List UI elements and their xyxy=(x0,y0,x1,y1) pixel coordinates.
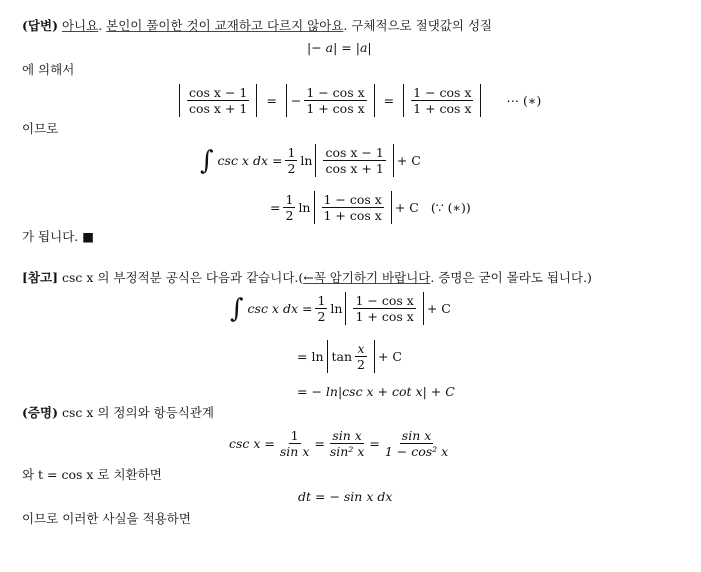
formula-line-2 xyxy=(297,340,402,373)
denominator: cos x + 1 xyxy=(189,101,248,116)
by-text: 에 의해서 xyxy=(22,62,75,77)
answer-no: 아니요 xyxy=(61,18,99,33)
answer-underlined-statement: 본인이 풀이한 것이 교재하고 다르지 않아요 xyxy=(106,18,344,33)
fraction xyxy=(278,428,312,459)
denominator: 1 − cos² x xyxy=(384,444,449,459)
denominator: cos x + 1 xyxy=(325,161,384,176)
integral-line-2: = $\frac{1}{2}$ ln $\frac{\text{1 − cos x}}{\text{1 + cos x}}$ + C (∵ (∗)) xyxy=(270,192,471,223)
abs-frac-1 xyxy=(179,84,257,117)
fraction xyxy=(323,145,385,176)
numerator: 1 xyxy=(287,145,296,160)
numerator: x xyxy=(357,341,365,356)
therefore-text: 이므로 xyxy=(22,121,59,136)
fraction xyxy=(383,428,450,459)
formula-line-3 xyxy=(297,384,455,399)
formula-lhs: csc x dx = xyxy=(247,301,313,316)
numerator: cos x − 1 xyxy=(325,145,384,160)
dt-equation xyxy=(298,489,392,504)
numerator: 1 xyxy=(285,192,294,207)
numerator: 1 − cos x xyxy=(413,85,472,100)
numerator: 1 − cos x xyxy=(306,85,365,100)
formula-line-1 xyxy=(230,292,451,325)
integral-lhs: csc x dx = xyxy=(217,153,283,168)
denominator: 1 + cos x xyxy=(355,309,414,324)
note-text: csc x 의 부정적분 공식은 다음과 같습니다.( xyxy=(57,270,304,285)
becomes-text: 가 됩니다. ■ xyxy=(22,229,95,244)
abs-property-equation xyxy=(307,40,372,55)
fraction xyxy=(411,85,473,116)
denominator: sin x xyxy=(279,444,310,459)
answer-line xyxy=(22,18,492,34)
numerator: sin x xyxy=(332,428,362,443)
numerator: sin x xyxy=(401,428,432,443)
answer-tag: (답변) xyxy=(22,18,58,33)
denominator: 1 + cos x xyxy=(413,101,472,116)
plus-c: + C xyxy=(426,301,451,316)
fraction xyxy=(304,85,366,116)
proof-tag: (증명) xyxy=(22,405,58,420)
denominator: 2 xyxy=(357,357,365,372)
denominator: 2 xyxy=(317,309,326,324)
answer-punct-1: . xyxy=(98,18,107,33)
dt-eq: dt = − sin x dx xyxy=(298,489,393,504)
numerator: 1 − cos x xyxy=(323,192,382,207)
x-over-2 xyxy=(355,341,367,372)
final-text: 이므로 이러한 사실을 적용하면 xyxy=(22,511,191,526)
ln: ln xyxy=(330,301,343,316)
note-tag: [참고] xyxy=(22,270,58,285)
fraction xyxy=(322,192,384,223)
answer-continuation: . 구체적으로 절댓값의 성질 xyxy=(343,18,493,33)
note-continuation: . 증명은 굳이 몰라도 됩니다.) xyxy=(430,270,592,285)
abs-frac-3 xyxy=(403,84,481,117)
ln: ln xyxy=(298,200,311,215)
half-fraction xyxy=(285,145,297,176)
numerator: 1 xyxy=(290,428,299,443)
plus-c: + C xyxy=(394,200,419,215)
integral-sign: ∫ xyxy=(200,145,214,176)
abs-property: |− a| = |a| xyxy=(307,40,372,55)
fraction xyxy=(328,428,367,459)
plus-c: + C xyxy=(396,153,421,168)
half-fraction xyxy=(315,293,327,324)
numerator: cos x − 1 xyxy=(189,85,248,100)
abs-frac xyxy=(345,292,423,325)
ln: ln xyxy=(300,153,313,168)
formula-line-3-text: = − ln|csc x + cot x| + C xyxy=(297,384,455,399)
proof-text: csc x 의 정의와 항등식관계 xyxy=(57,405,214,420)
half-fraction xyxy=(283,192,295,223)
denominator: sin² x xyxy=(329,444,365,459)
plus-c: + C xyxy=(377,349,402,364)
because-star: (∵ (∗)) xyxy=(430,200,471,215)
csc-identity-equation: csc x = $\frac{1}{\text{sin x}}$ = $\frac{\text{sin x}}{\text{sin² x}}$ = $\frac{\text{sin x}}{\text{1 − cos² x}}$ xyxy=(229,428,449,459)
proof-line xyxy=(22,405,214,421)
fraction xyxy=(353,293,415,324)
abs-frac xyxy=(315,144,393,177)
integral-line-1 xyxy=(200,144,421,177)
equation-star: $\frac{\text{cos x − 1}}{\text{cos x + 1}}$ = − $\frac{\text{1 − cos x}}{\text{1 + cos x}}$ = $\frac{\text{1 − cos x}}{\text{1 + cos x}}$ ⋯ (∗) xyxy=(176,84,541,117)
denominator: 2 xyxy=(287,161,296,176)
abs-frac xyxy=(314,191,392,224)
denominator: 1 + cos x xyxy=(306,101,365,116)
abs-tan xyxy=(327,340,375,373)
note-underlined: ←꼭 암기하기 바랍니다 xyxy=(303,270,431,285)
denominator: 1 + cos x xyxy=(323,208,382,223)
fraction xyxy=(187,85,249,116)
equation-label: ⋯ (∗) xyxy=(506,93,542,108)
abs-frac-2: − $\frac{\text{1 − cos x}}{\text{1 + cos x}}$ xyxy=(286,84,375,117)
numerator: 1 − cos x xyxy=(355,293,414,308)
csc-lhs: csc x = xyxy=(229,436,275,451)
substitution-text: 와 t = cos x 로 치환하면 xyxy=(22,467,162,482)
eq-ln: = ln xyxy=(297,349,324,364)
denominator: 2 xyxy=(285,208,294,223)
tan: tan xyxy=(331,349,353,364)
note-line xyxy=(22,270,592,286)
integral-sign: ∫ xyxy=(230,293,244,324)
numerator: 1 xyxy=(317,293,326,308)
